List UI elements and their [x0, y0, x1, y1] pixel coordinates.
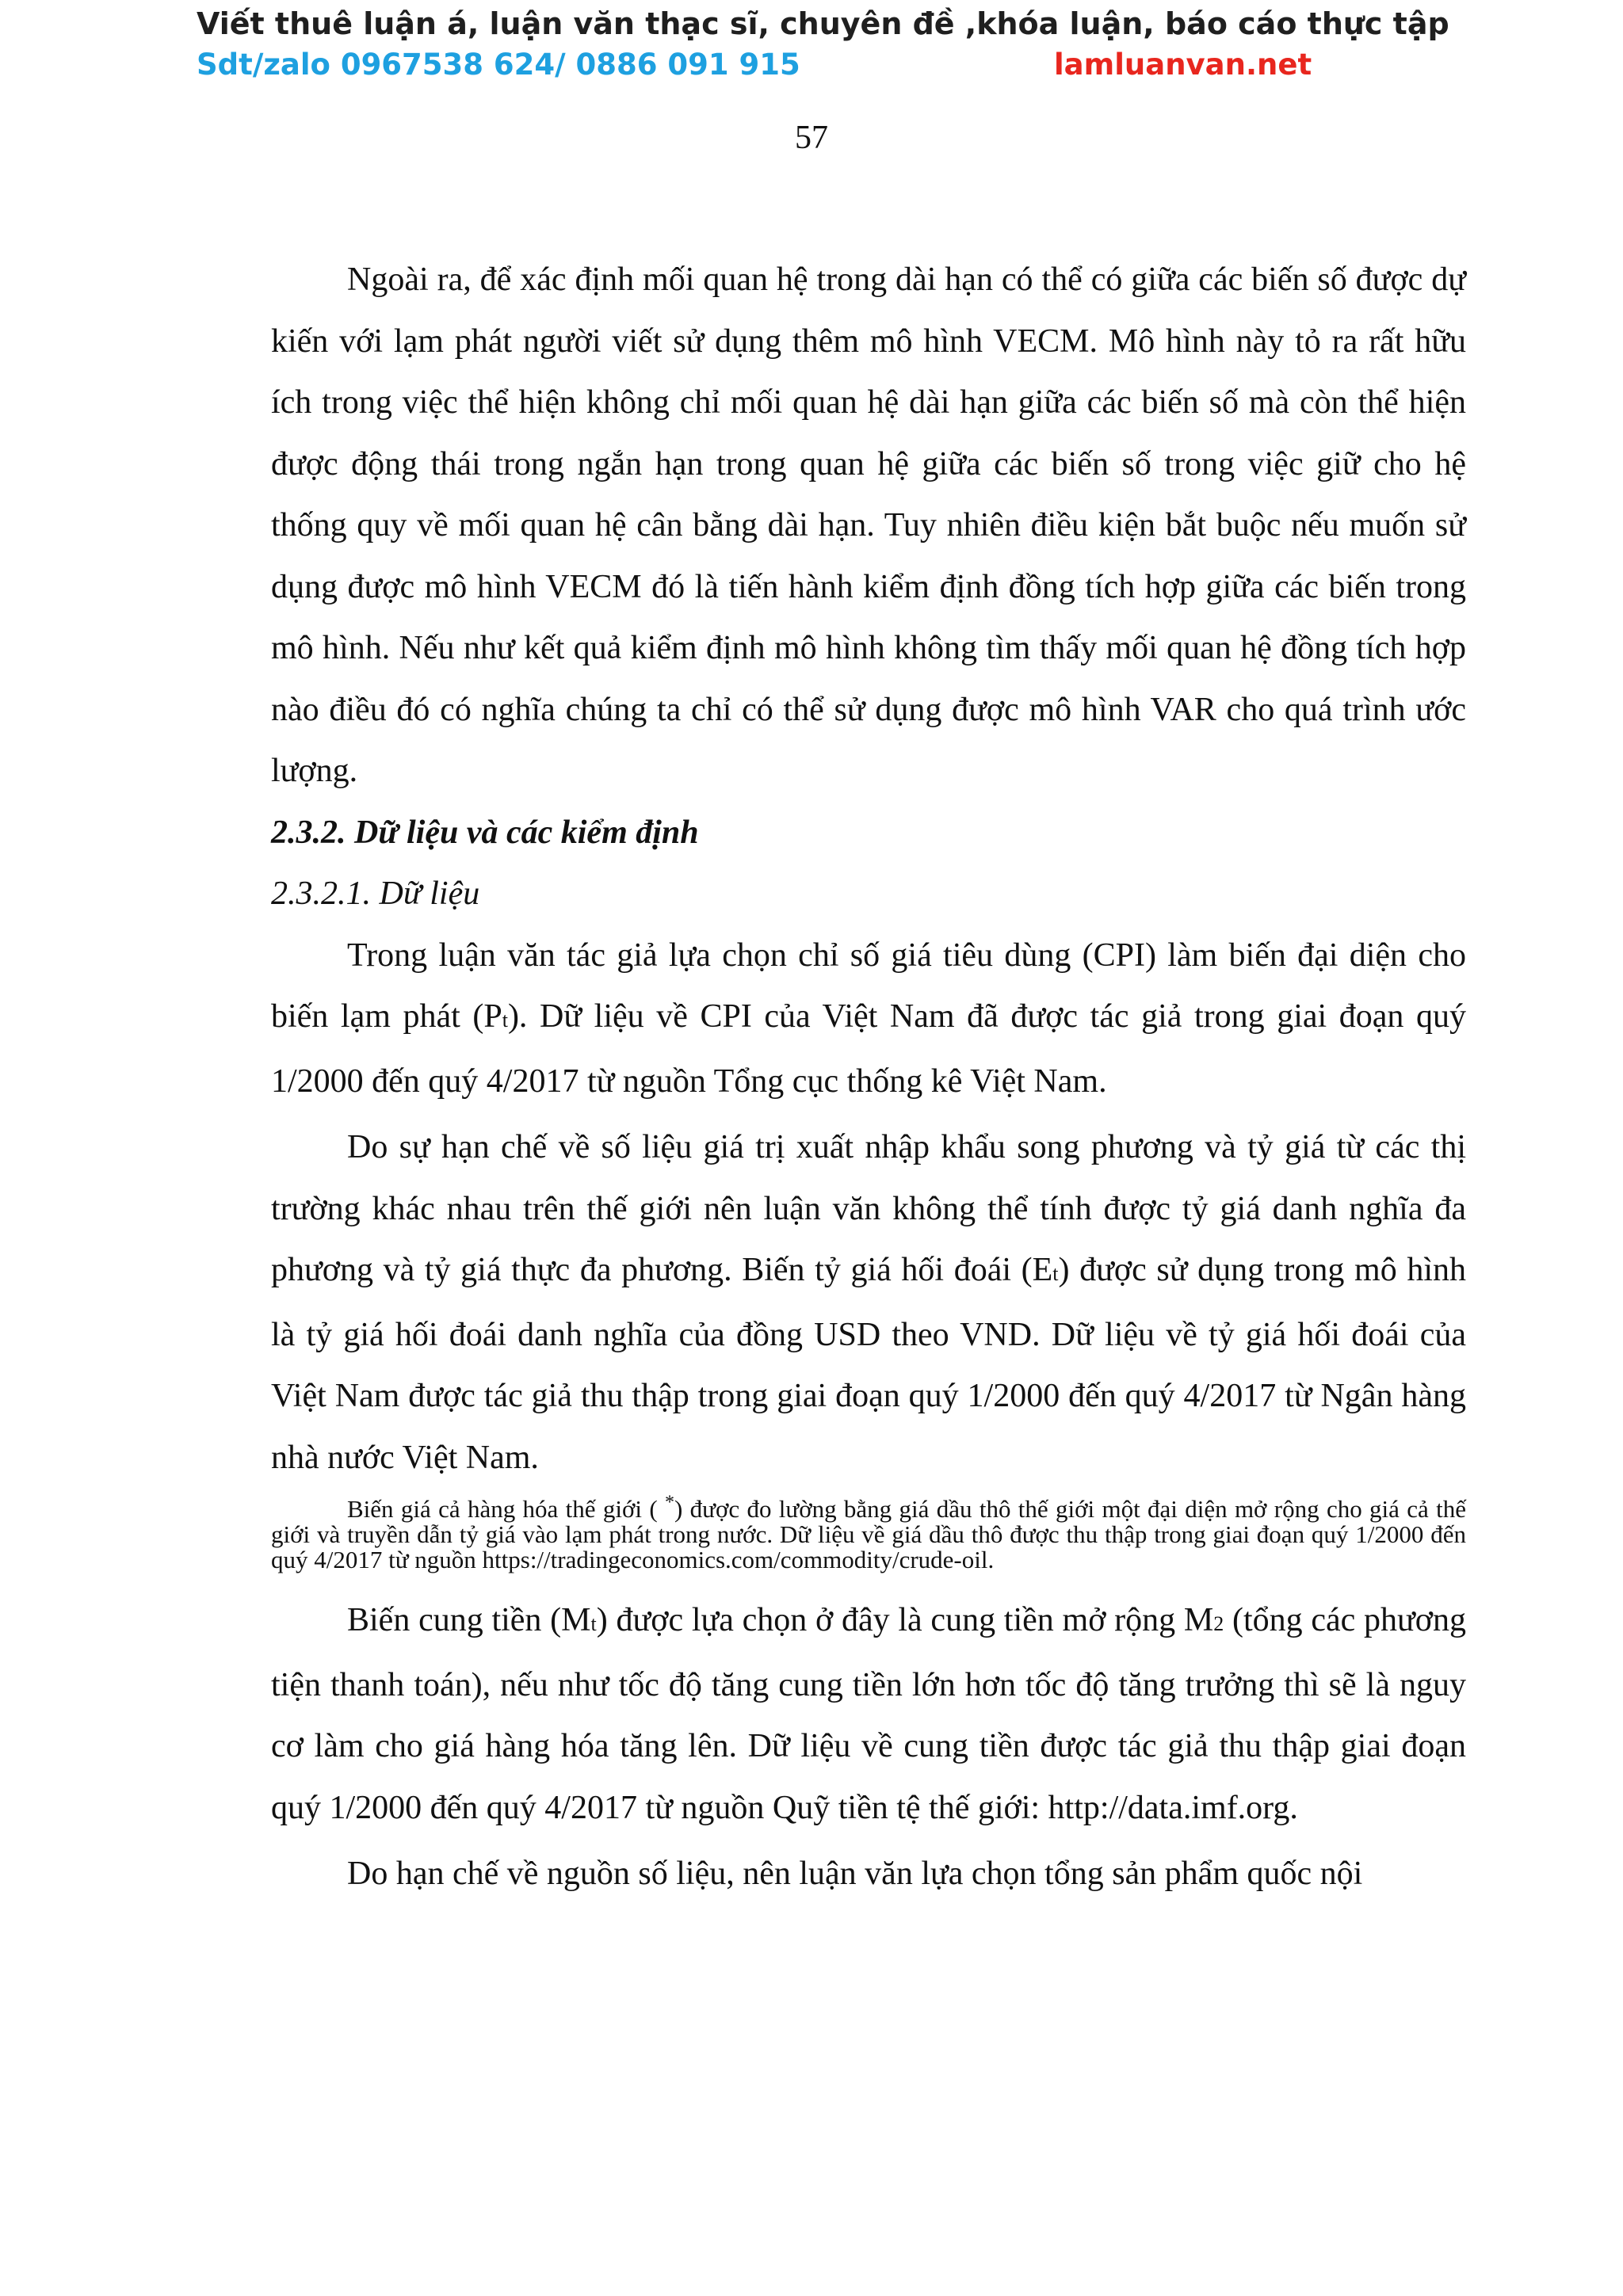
paragraph-world-price-note — [271, 1492, 1466, 1573]
page-number: 57 — [795, 120, 828, 156]
document-body — [271, 250, 1466, 1905]
banner-site-link[interactable]: lamluanvan.net — [1054, 48, 1312, 82]
paragraph-cpi-text-b: ). Dữ liệu về CPI của Việt Nam đã được tác giả trong giai đoạn quý 1/2000 đến quý 4/2017 từ nguồn Tổng cục thống kê Việt Nam. — [271, 998, 1466, 1100]
paragraph-gdp: Do hạn chế về nguồn số liệu, nên luận văn lựa chọn tổng sản phẩm quốc nội — [347, 1855, 1363, 1892]
note-text-b: ) được đo lường bằng giá dầu thô thế giới một đại diện mở rộng cho giá cả thế giới và truyền dẫn tỷ giá vào lạm phát trong nước. Dữ liệu về giá dầu thô được thu thập trong giai đoạn quý 1/2000 đến quý 4/2017 từ nguồn https://tradingeconomics.com/commodity/crude-oil. — [271, 1495, 1466, 1573]
paragraph-money-text-a: Biến cung tiền (M — [347, 1602, 591, 1638]
paragraph-exchange-text-a: Do sự hạn chế về số liệu giá trị xuất nhập khẩu song phương và tỷ giá từ các thị trường khác nhau trên thế giới nên luận văn không thể tính được tỷ giá danh nghĩa đa phương và tỷ giá thực đa phương. Biến tỷ giá hối đoái (E — [271, 1129, 1466, 1288]
paragraph-exchange-text-b: ) được sử dụng trong mô hình là tỷ giá hối đoái danh nghĩa của đồng USD theo VND. Dữ liệu về tỷ giá hối đoái của Việt Nam được tác giả thu thập trong giai đoạn quý 1/2000 đến quý 4/2017 từ Ngân hàng nhà nước Việt Nam. — [271, 1252, 1467, 1476]
section-heading-data-and-tests: 2.3.2. Dữ liệu và các kiểm định — [271, 814, 699, 851]
subsection-heading-data: 2.3.2.1. Dữ liệu — [271, 875, 480, 912]
paragraph-cpi — [271, 925, 1466, 1113]
banner-phone: Sdt/zalo 0967538 624/ 0886 091 915 — [197, 48, 800, 82]
superscript-star: * — [664, 1492, 674, 1513]
paragraph-vecm: Ngoài ra, để xác định mối quan hệ trong dài hạn có thể có giữa các biến số được dự kiến với lạm phát người viết sử dụng thêm mô hình VECM. Mô hình này tỏ ra rất hữu ích trong việc thể hiện không chỉ mối quan hệ dài hạn giữa các biến số mà còn thể hiện được động thái trong ngắn hạn trong quan hệ giữa các biến số trong việc giữ cho hệ thống quy về mối quan hệ cân bằng dài hạn. Tuy nhiên điều kiện bắt buộc nếu muốn sử dụng được mô hình VECM đó là tiến hành kiểm định đồng tích hợp giữa các biến trong mô hình. Nếu như kết quả kiểm định mô hình không tìm thấy mối quan hệ đồng tích hợp nào điều đó có nghĩa chúng ta chỉ có thể sử dụng được mô hình VAR cho quá trình ước lượng. — [271, 261, 1466, 789]
subscript-t: t — [590, 1612, 597, 1635]
subscript-t: t — [1052, 1262, 1059, 1285]
subscript-t: t — [502, 1009, 508, 1032]
paragraph-money-supply — [271, 1585, 1466, 1839]
paragraph-money-text-b: ) được lựa chọn ở đây là cung tiền mở rộng M — [596, 1602, 1214, 1638]
subscript-2: 2 — [1213, 1612, 1224, 1635]
paragraph-money-text-c: (tổng các phương tiện thanh toán), nếu như tốc độ tăng cung tiền lớn hơn tốc độ tăng trưởng thì sẽ là nguy cơ làm cho giá hàng hóa tăng lên. Dữ liệu về cung tiền được tác giả thu thập giai đoạn quý 1/2000 đến quý 4/2017 từ nguồn Quỹ tiền tệ thế giới: http://data.imf.org. — [271, 1602, 1467, 1826]
paragraph-cpi-text-a: Trong luận văn tác giả lựa chọn chỉ số giá tiêu dùng (CPI) làm biến đại diện cho biến lạm phát (P — [271, 936, 1466, 1035]
note-text-a: Biến giá cả hàng hóa thế giới ( — [347, 1495, 665, 1523]
paragraph-exchange-rate — [271, 1112, 1466, 1489]
banner-title: Viết thuê luận á, luận văn thạc sĩ, chuyên đề ,khóa luận, báo cáo thực tập — [197, 6, 1449, 41]
